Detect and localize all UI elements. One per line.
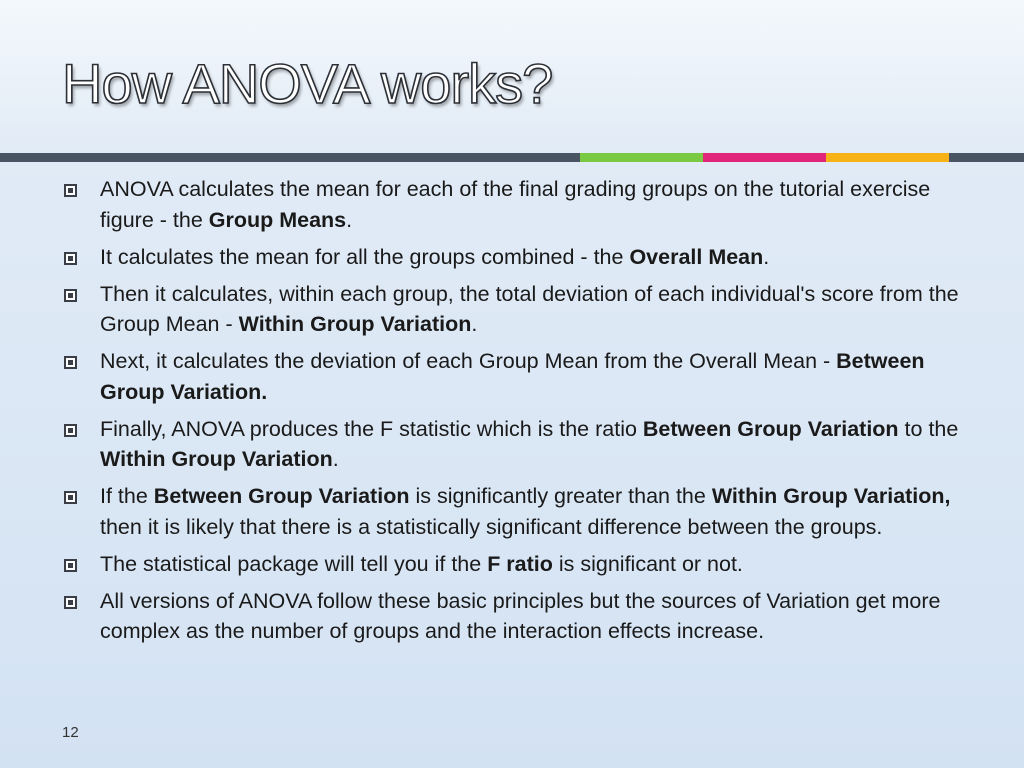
- bullet-text: If the: [100, 484, 154, 508]
- bullet-text: then it is likely that there is a statistically significant difference between the groups.: [100, 514, 883, 539]
- bullet-list: [60, 174, 980, 653]
- bullet-item: [60, 279, 980, 340]
- bullet-text: .: [346, 207, 353, 232]
- bullet-text: All versions of ANOVA follow these basic principles but the sources of Variation get more complex as the number of groups and the interaction effects increase.: [100, 588, 941, 643]
- bullet-text: Next, it calculates the deviation of each Group Mean from the Overall Mean -: [100, 349, 837, 373]
- bullet-item: [60, 414, 980, 475]
- bullet-item: [60, 586, 980, 647]
- bullet-text: is significantly greater than the: [409, 484, 712, 508]
- bullet-item: [60, 549, 980, 580]
- slide-title: How ANOVA works?: [62, 52, 553, 115]
- square-bullet-icon: [64, 356, 77, 369]
- title-divider-bar: [0, 153, 1024, 162]
- page-number: 12: [62, 724, 79, 741]
- square-bullet-icon: [64, 424, 77, 437]
- bullet-bold-text: F ratio: [487, 551, 553, 576]
- bullet-text: .: [763, 244, 770, 269]
- accent-stripe-yellow: [826, 153, 949, 162]
- square-bullet-icon: [64, 252, 77, 265]
- accent-stripe-magenta: [703, 153, 826, 162]
- accent-stripe-green: [580, 153, 703, 162]
- bullet-item: [60, 174, 980, 235]
- bullet-text: .: [471, 312, 478, 336]
- square-bullet-icon: [64, 491, 77, 504]
- bullet-bold-text: Within Group Variation: [100, 447, 333, 471]
- bullet-text: Then it calculates, within each group, the total deviation of each individual's score from the Group Mean -: [100, 281, 959, 336]
- bullet-item: [60, 346, 980, 407]
- bullet-text: ANOVA calculates the mean for each of the final grading groups on the tutorial exercise figure - the: [100, 177, 931, 232]
- bullet-bold-text: Group Means: [208, 207, 347, 232]
- square-bullet-icon: [64, 289, 77, 302]
- bullet-item: [60, 481, 980, 542]
- bullet-text: is significant or not.: [552, 551, 743, 576]
- bullet-text: It calculates the mean for all the groups combined - the: [100, 244, 630, 269]
- bullet-item: [60, 242, 980, 273]
- square-bullet-icon: [64, 596, 77, 609]
- square-bullet-icon: [64, 184, 77, 197]
- bullet-bold-text: Between Group Variation: [642, 416, 899, 441]
- bullet-text: .: [332, 447, 339, 471]
- bullet-bold-text: Within Group Variation,: [711, 484, 951, 508]
- square-bullet-icon: [64, 559, 77, 572]
- bullet-bold-text: Between Group Variation.: [100, 349, 925, 404]
- bullet-text: Finally, ANOVA produces the F statistic which is the ratio: [100, 416, 643, 441]
- bullet-bold-text: Within Group Variation: [238, 312, 472, 336]
- bullet-text: The statistical package will tell you if the: [100, 551, 488, 576]
- bullet-bold-text: Overall Mean: [629, 244, 764, 269]
- bullet-bold-text: Between Group Variation: [153, 484, 410, 508]
- bullet-text: to the: [898, 416, 959, 441]
